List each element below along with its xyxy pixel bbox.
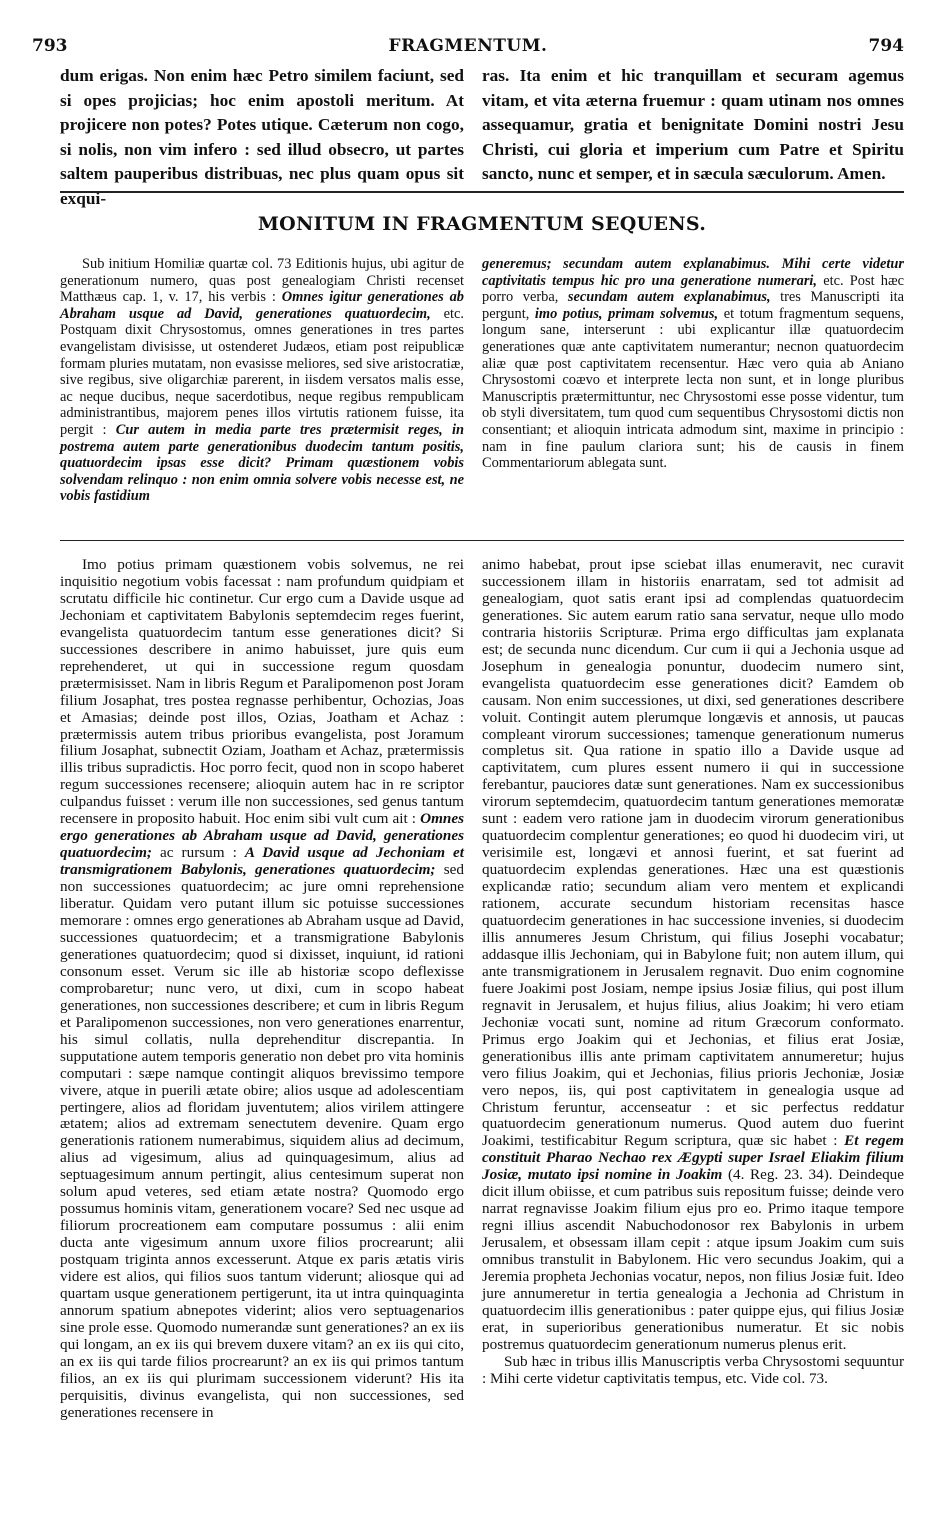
fragment-closing-paragraph: Sub hæc in tribus illis Manuscriptis verba Chrysostomi sequuntur : Mihi certe videtur captivitatis tempus, etc. Vide col. 73. bbox=[482, 1352, 904, 1387]
monitum-text: et totum fragmentum sequens, longum sane, interserunt : ubi explicantur illæ quatuordecim generationes quæ ante captivitatem numerantur; necnon quatuordecim aliæ quæ post captivitatem recensentur. Hæc vero quia ab Aniano Chrysostomi coævo et interprete lecta non sunt, et in longe pluribus Manuscriptis prætermittuntur, nec Chrysostomi esse posse videntur, tum ob styli diversitatem, tum quod cum sequentibus Chrysostomi dictis non consentiant; et alioquin intricata admodum sint, maxime in principio : nam in fine paulum clariora sunt; his de causis in finem Commentariorum ablegata sunt. bbox=[482, 305, 904, 472]
fragment-right-paragraph bbox=[482, 557, 904, 1354]
page-number-left: 793 bbox=[32, 36, 68, 56]
fragment-text: animo habebat, prout ipse sciebat illas enumeravit, nec curavit successionem illam in historiis enarratam, sed tot admisit ad genealogiam, quot satis erant ipsi ad complendas quatuordecim generationes. Sic autem earum ratio sana servatur, neque ullo modo contraria historiis Scripturæ. Prima ergo difficultas jam explanata est; de secunda nunc dicendum. Cur cum ii qui a Jechonia usque ad Josephum in genealogia ponuntur, duodecim numero sint, evangelista quatuordecim esse generationes dicit? Eamdem ob causam. Non enim successiones, ut dixi, sed generationes describere voluit. Contingit autem plerumque longævis et annosis, ut paucas compleant virorum successiones; tamenque generationum numerus completus sit. Qua ratione in spatio illo a Davide usque ad captivitatem, cum plures essent numero ii qui in successione ferebantur, pauciores datæ sunt generationes. Nam ex successionibus virorum septemdecim, quatuordecim tantum generationes memoratæ sunt : eadem vero ratione jam in duodecim virorum generationibus quatuordecim complentur generationes; eo quod hi duodecim viri, ut verisimile est, longævi et annosi fuerint, et sat fuerint ad quatuordecim explendas generationes. Hæc una est quæstionis explicandæ ratio; secundum aliam vero mentem et explicandi rationem, accurate secundum historiam recensitas hasce quatuordecim generationes in hac successione invenies, si duodecim illis annumeres Jesum Christum, qui filius Josephi vocabatur; addasque illis Jechoniam, qui in Babylone fuit; non autem illum, qui ante transmigrationem in Jerusalem regnavit. Duo enim cognomine fuere Joakimi post Josiam, nempe ipsius Josiæ filius, qui post illum regnavit in Jerusalem, et hujus filius, alius Joakim; hi vero etiam Jechoniæ vocati sunt, nomine ad ritum Græcorum conformato. Primus ergo Joakim qui et Jechonias, et filius erat Josiæ, generationibus illis ante primam captivitatem annumeretur; hujus vero filius Joakim, qui et Jechonias, filius prioris Jechoniæ, Josiæ vero nepos, iis, qui post captivitatem in genealogia usque ad Christum feruntur, accenseatur : et sic perfectus reddatur quatuordecim generationum numerus. Quod autem duo fuerint Joakimi, testificabitur Regum scriptura, quæ sic habet : bbox=[482, 556, 904, 1150]
fragment-text: Imo potius primam quæstionem vobis solvemus, ne rei inquisitio negotium vobis facessat : nam profundum quidpiam et scrutatu difficile hic continetur. Cur ergo cum a Davide usque ad Jechoniam et captivitatem Babylonis septemdecim reges fuerint, evangelista quatuordecim tantum esse generationes dicit? Si successiones describere in animo habuisset, jure quis eum reprehenderet, ut qui in successione regum quosdam prætermisisset. Nam in libris Regum et Paralipomenon post Joram filium Josaphat, tres postea regnasse perhibentur, Ochozias, Joas et Amasias; deinde post illos, Ozias, Joatham et Achaz : prætermissis autem tribus prioribus evangelista, post Joramum filium Josaphat, subnectit Oziam, Joatham et Achaz, prætermissis illis tribus supradictis. Hoc porro fecit, quod non in scopo haberet regum successiones recensere; alioquin autem hac in re scriptor culpandus fuisset : verum ille non successiones, sed genus tantum recensere in proposito habuit. Hoc enim sibi vult cum ait : bbox=[60, 556, 464, 828]
top-right-paragraph: ras. Ita enim et hic tranquillam et securam agemus vitam, et vita æterna fruemur : quam utinam nos omnes assequamur, gratia et benignitate Domini nostri Jesu Christi, cui gloria et imperium cum Patre et Spiritu sancto, nunc et semper, et in sæcula sæculorum. Amen. bbox=[482, 66, 904, 183]
section-divider-bottom bbox=[60, 540, 904, 541]
running-title: FRAGMENTUM. bbox=[388, 36, 548, 56]
monitum-right-paragraph bbox=[482, 256, 904, 472]
monitum-text: tres Manuscripti ita pergunt, bbox=[482, 289, 904, 322]
section-title: MONITUM IN FRAGMENTUM SEQUENS. bbox=[257, 213, 707, 235]
top-left-paragraph: dum erigas. Non enim hæc Petro similem faciunt, sed si opes projicias; hoc enim apostoli meritum. At projicere non potes? Potes utique. Cæterum non cogo, si nolis, non vim infero : sed illud obsecro, ut partes saltem pauperibus distribuas, nec plus quam opus sit exqui- bbox=[60, 66, 464, 208]
top-text-left-column bbox=[60, 64, 464, 211]
monitum-left-column bbox=[60, 256, 464, 505]
fragment-left-column bbox=[60, 557, 464, 1422]
monitum-quote: imo potius, primam solvemus, bbox=[534, 305, 719, 322]
monitum-quote: Cur autem in media parte tres prætermisit reges, in postrema autem parte generationibus duodecim tantum positis, quatuordecim ipsas esse dicit? Primam quæstionem vobis solvendam relinquo : non enim omnia solvere vobis necesse est, ne vobis fastidium bbox=[60, 421, 464, 505]
fragment-quote: Et regem constituit Pharao Nechao rex Ægypti super Israel Eliakim filium Josiæ, mutato ipsi nomine in Joakim bbox=[482, 1132, 904, 1184]
fragment-text: ac rursum : bbox=[160, 844, 237, 862]
monitum-text: etc. Postquam dixit Chrysostomus, omnes generationes in tres partes evangelistam divisisse, ut ostenderet Judæos, etiam post reipublicæ formam pluries mutatam, non evasisse meliores, sed sive aristocratiæ, sive regibus, sive oligarchiæ parerent, in iisdem versatos malis esse, ac neque ducibus, neque sacerdotibus, neque regibus rempublicam administrantibus, majorem penes illos virtutis rationem fuisse, ita pergit : bbox=[60, 305, 464, 438]
fragment-text: (4. Reg. 23. 34). Deindeque dicit illum obiisse, et cum patribus suis repositum fuisse; deinde vero narrat regnavisse Joakim filium ejus pro eo. Primo itaque tempore regni illius ascendit Nabuchodonosor rex Babylonis in urbem Jerusalem, et obsessam illam cepit : atque ipsum Joakim cum suis omnibus transtulit in Babylonem. Hic vero secundus Joakim, qui a Jeremia propheta Jechonias vocatur, nepos, non filius Josiæ fuit. Ideo jure annumeretur in tertia genealogia a Jechonia ad Christum in quatuordecim illis generationibus : pater quippe ejus, qui filius Josiæ erat, in superioribus generationibus numeratur. Et sic nobis postremus quatuordecim generationum numerus plenus erit. bbox=[482, 1166, 904, 1353]
monitum-text: etc. Post hæc porro verba, bbox=[482, 272, 904, 306]
fragment-quote: Omnes ergo generationes ab Abraham usque ad David, generationes quatuordecim; bbox=[60, 810, 465, 862]
monitum-quote: Omnes igitur generationes ab Abraham usque ad David, generationes quatuordecim, bbox=[60, 289, 464, 322]
monitum-quote: secundam autem explanabimus, bbox=[567, 289, 771, 306]
fragment-left-paragraph bbox=[60, 557, 464, 1422]
top-text-right-column bbox=[482, 64, 904, 187]
fragment-quote: A David usque ad Jechoniam et transmigrationem Babylonis, generationes quatuordecim; bbox=[60, 844, 465, 879]
monitum-text: Sub initium Homiliæ quartæ col. 73 Editionis hujus, ubi agitur de generationum numero, quas post genealogiam Christi recenset Matthæus cap. 1, v. 17, his verbis : bbox=[60, 256, 464, 306]
fragment-right-column bbox=[482, 557, 904, 1388]
monitum-right-column bbox=[482, 256, 904, 472]
page-number-right: 794 bbox=[868, 36, 904, 56]
fragment-text: sed non successiones quatuordecim; ac jure omni reprehensione liberatur. Quidam vero putant illum sic potuisse successiones memorare : omnes ergo generationes ab Abraham usque ad David, successiones quatuordecim; et a transmigratione Babylonis generationes quatuordecim; quod si dixisset, inquiunt, id rationi consonum esset. Verum sic ille ab historiæ scopo deflexisse comprobaretur; nunc vero, ut dixi, cum in scopo habeat generationes, non successiones describere; et cum in libris Regum et Paralipomenon successiones, non vero generationes enarrentur, his simul collatis, nulla deprehenditur discrepantia. In supputatione autem temporis generatio non debet pro vita hominis computari : sæpe namque contingit aliquos brevissimo tempore vivere, atque in puerili ætate obire; alios usque ad adolescentiam pertingere, alios ad floridam juventutem; alios virilem attingere ætatem; alios ad extremam senectutem devenire. Quam ergo generationis rationem numerabimus, siquidem alius ad decimum, alius ad vigesimum, alius ad quinquagesimum, alius ad septuagesimum annum pertingit, alius centesimum superat non solum apud veteres, sed etiam ætate nostra? Quomodo ergo possumus hominis vitam, generationem vocare? Sed nec usque ad filiorum procreationem eam computare possumus : alii enim ducta ante vigesimum annum uxore filios procrearunt; alii postquam triginta annos excesserunt. Atque ex paris ætatis viris videre est alios, qui filios suos tantum viderunt; aliosque qui ad quartam usque generationem pertigerunt, ita ut intra quinquaginta annorum spatium abnepotes viderint; alios vero septuagenarios sine prole esse. Quomodo numerandæ sunt generationes? an ex iis qui longam, an ex iis qui brevem duxere vitam? an ex iis qui cito, an ex iis qui tarde filios procrearunt? an ex iis qui primos tantum filios, an ex iis qui plurimam successionem viderunt? His ita perquisitis, divinus evangelista, qui non successiones, sed generationes recensere in bbox=[60, 861, 464, 1421]
running-head bbox=[32, 32, 904, 60]
section-divider-top bbox=[60, 191, 904, 193]
monitum-left-paragraph bbox=[60, 256, 464, 505]
monitum-quote: generemus; secundam autem explanabimus. Mihi certe videtur captivitatis tempus hic pro una generatione numerari, bbox=[482, 256, 904, 289]
